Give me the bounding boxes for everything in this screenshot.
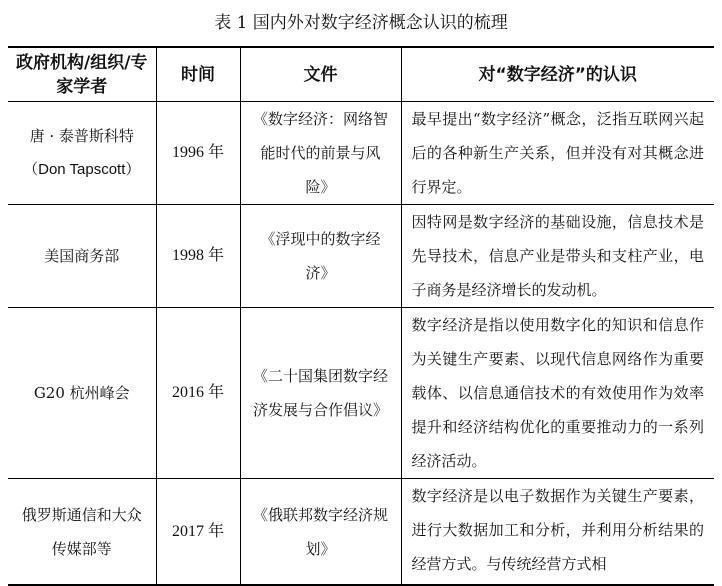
table-row xyxy=(8,102,714,205)
cell-document: 《数字经济：网络智能时代的前景与风险》 xyxy=(240,102,401,205)
cell-document: 《浮现中的数字经济》 xyxy=(240,205,401,308)
table-caption: 表 1 国内外对数字经济概念认识的梳理 xyxy=(214,13,508,33)
concept-table xyxy=(8,46,714,586)
org-name: 唐 · 泰普斯科特 xyxy=(29,127,134,145)
understanding-text: 数字经济是以电子数据作为关键生产要素，进行大数据加工和分析，并利用分析结果的经营方式。与传统经营方式相 xyxy=(411,487,704,573)
cell-org: 美国商务部 xyxy=(8,205,156,308)
header-understanding: 对“数字经济”的认识 xyxy=(401,47,714,102)
table-row xyxy=(8,479,714,586)
table-row xyxy=(8,308,714,479)
org-name-english: （Don Tapscott） xyxy=(23,161,141,178)
cell-understanding xyxy=(401,479,714,586)
cell-understanding: 数字经济是指以使用数字化的知识和信息作为关键生产要素、以现代信息网络作为重要载体、以信息通信技术的有效使用作为效率提升和经济结构优化的重要推动力的一系列经济活动。 xyxy=(401,308,714,479)
header-org: 政府机构/组织/专家学者 xyxy=(8,47,156,102)
cell-time: 2017 年 xyxy=(156,479,240,586)
cell-document: 《二十国集团数字经济发展与合作倡议》 xyxy=(240,308,401,479)
cell-understanding: 因特网是数字经济的基础设施，信息技术是先导技术，信息产业是带头和支柱产业，电子商务是经济增长的发动机。 xyxy=(401,205,714,308)
cell-org xyxy=(8,102,156,205)
cell-time: 2016 年 xyxy=(156,308,240,479)
cell-understanding: 最早提出“数字经济”概念，泛指互联网兴起后的各种新生产关系，但并没有对其概念进行界定。 xyxy=(401,102,714,205)
header-time: 时间 xyxy=(156,47,240,102)
header-document: 文件 xyxy=(240,47,401,102)
cell-time: 1996 年 xyxy=(156,102,240,205)
cell-org: 俄罗斯通信和大众传媒部等 xyxy=(8,479,156,586)
cell-document: 《俄联邦数字经济规划》 xyxy=(240,479,401,586)
cell-org: G20 杭州峰会 xyxy=(8,308,156,479)
table-header-row xyxy=(8,47,714,102)
cell-time: 1998 年 xyxy=(156,205,240,308)
table-row xyxy=(8,205,714,308)
